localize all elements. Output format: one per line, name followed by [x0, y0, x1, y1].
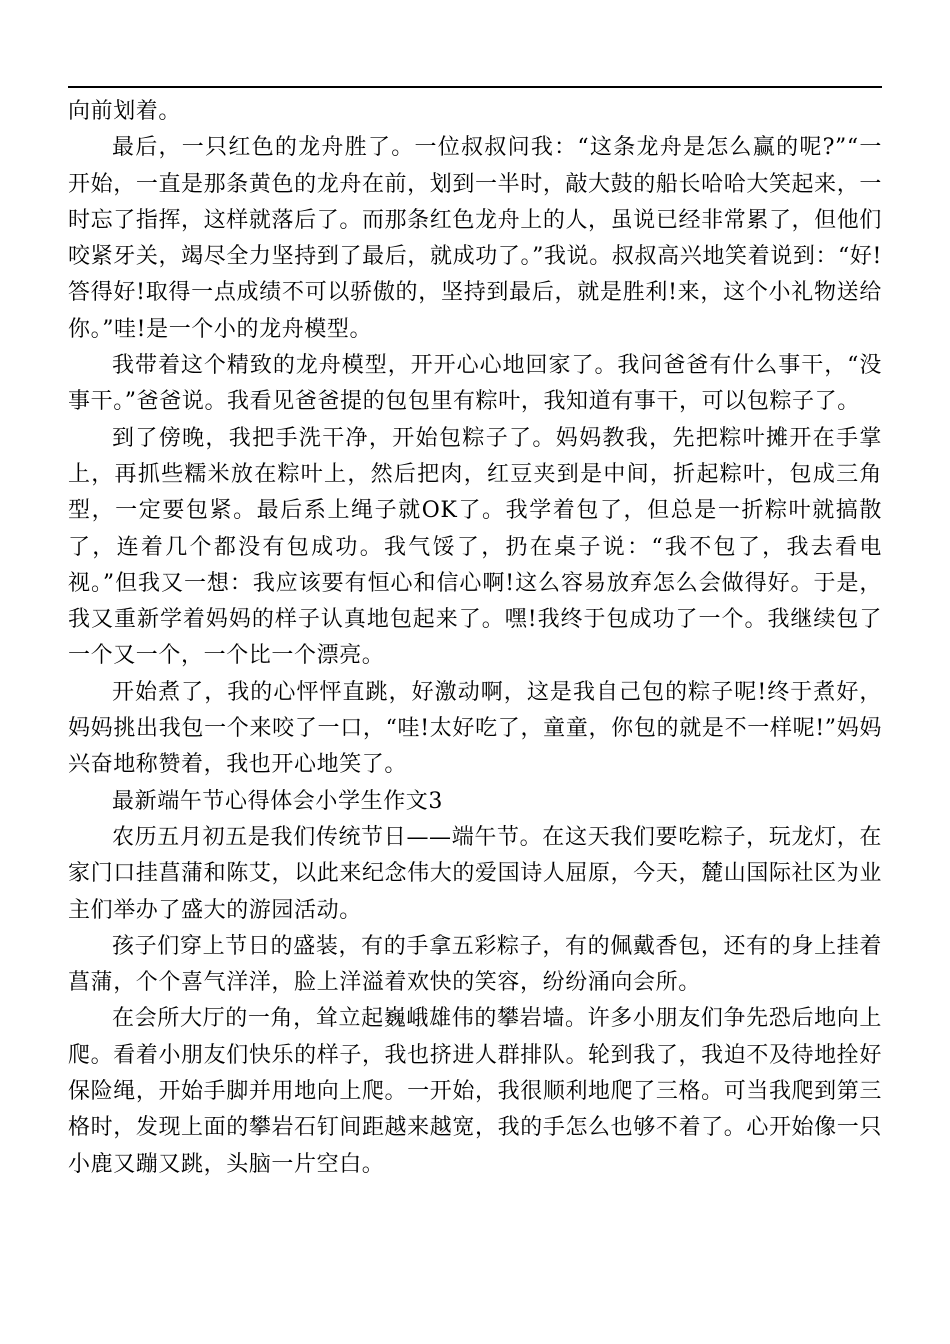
header-rule: [68, 86, 882, 88]
paragraph: 孩子们穿上节日的盛装，有的手拿五彩粽子，有的佩戴香包，还有的身上挂着菖蒲，个个喜气洋洋，脸上洋溢着欢快的笑容，纷纷涌向会所。: [68, 933, 882, 996]
paragraph: 最后，一只红色的龙舟胜了。一位叔叔问我：“这条龙舟是怎么赢的呢?”“一开始，一直是那条黄色的龙舟在前，划到一半时，敲大鼓的船长哈哈大笑起来，一时忘了指挥，这样就落后了。而那条红色龙舟上的人，虽说已经非常累了，但他们咬紧牙关，竭尽全力坚持到了最后，就成功了。”我说。叔叔高兴地笑着说到：“好!答得好!取得一点成绩不可以骄傲的，坚持到最后，就是胜利!来，这个小礼物送给你。”哇!是一个小的龙舟模型。: [68, 135, 882, 342]
paragraph: 向前划着。: [68, 99, 182, 124]
paragraph: 在会所大厅的一角，耸立起巍峨雄伟的攀岩墙。许多小朋友们争先恐后地向上爬。看着小朋友们快乐的样子，我也挤进人群排队。轮到我了，我迫不及待地拴好保险绳，开始手脚并用地向上爬。一开始，我很顺利地爬了三格。可当我爬到第三格时，发现上面的攀岩石钉间距越来越宽，我的手怎么也够不着了。心开始像一只小鹿又蹦又跳，头脑一片空白。: [68, 1006, 882, 1177]
section-heading: 最新端午节心得体会小学生作文3: [112, 788, 443, 814]
document-body: [68, 94, 882, 1183]
paragraph: 开始煮了，我的心怦怦直跳，好激动啊，这是我自己包的粽子呢!终于煮好，妈妈挑出我包一个来咬了一口，“哇!太好吃了，童童，你包的就是不一样呢!”妈妈兴奋地称赞着，我也开心地笑了。: [68, 679, 882, 778]
paragraph: 我带着这个精致的龙舟模型，开开心心地回家了。我问爸爸有什么事干，“没事干。”爸爸说。我看见爸爸提的包包里有粽叶，我知道有事干，可以包粽子了。: [68, 353, 882, 415]
paragraph: 到了傍晚，我把手洗干净，开始包粽子了。妈妈教我，先把粽叶摊开在手掌上，再抓些糯米放在粽叶上，然后把肉，红豆夹到是中间，折起粽叶，包成三角型，一定要包紧。最后系上绳子就OK了。我学着包了，但总是一折粽叶就搞散了，连着几个都没有包成功。我气馁了，扔在桌子说：“我不包了，我去看电视。”但我又一想：我应该要有恒心和信心啊!这么容易放弃怎么会做得好。于是，我又重新学着妈妈的样子认真地包起来了。嘿!我终于包成功了一个。我继续包了一个又一个，一个比一个漂亮。: [68, 425, 882, 669]
paragraph: 农历五月初五是我们传统节日——端午节。在这天我们要吃粽子，玩龙灯，在家门口挂菖蒲和陈艾，以此来纪念伟大的爱国诗人屈原，今天，麓山国际社区为业主们举办了盛大的游园活动。: [68, 824, 882, 923]
